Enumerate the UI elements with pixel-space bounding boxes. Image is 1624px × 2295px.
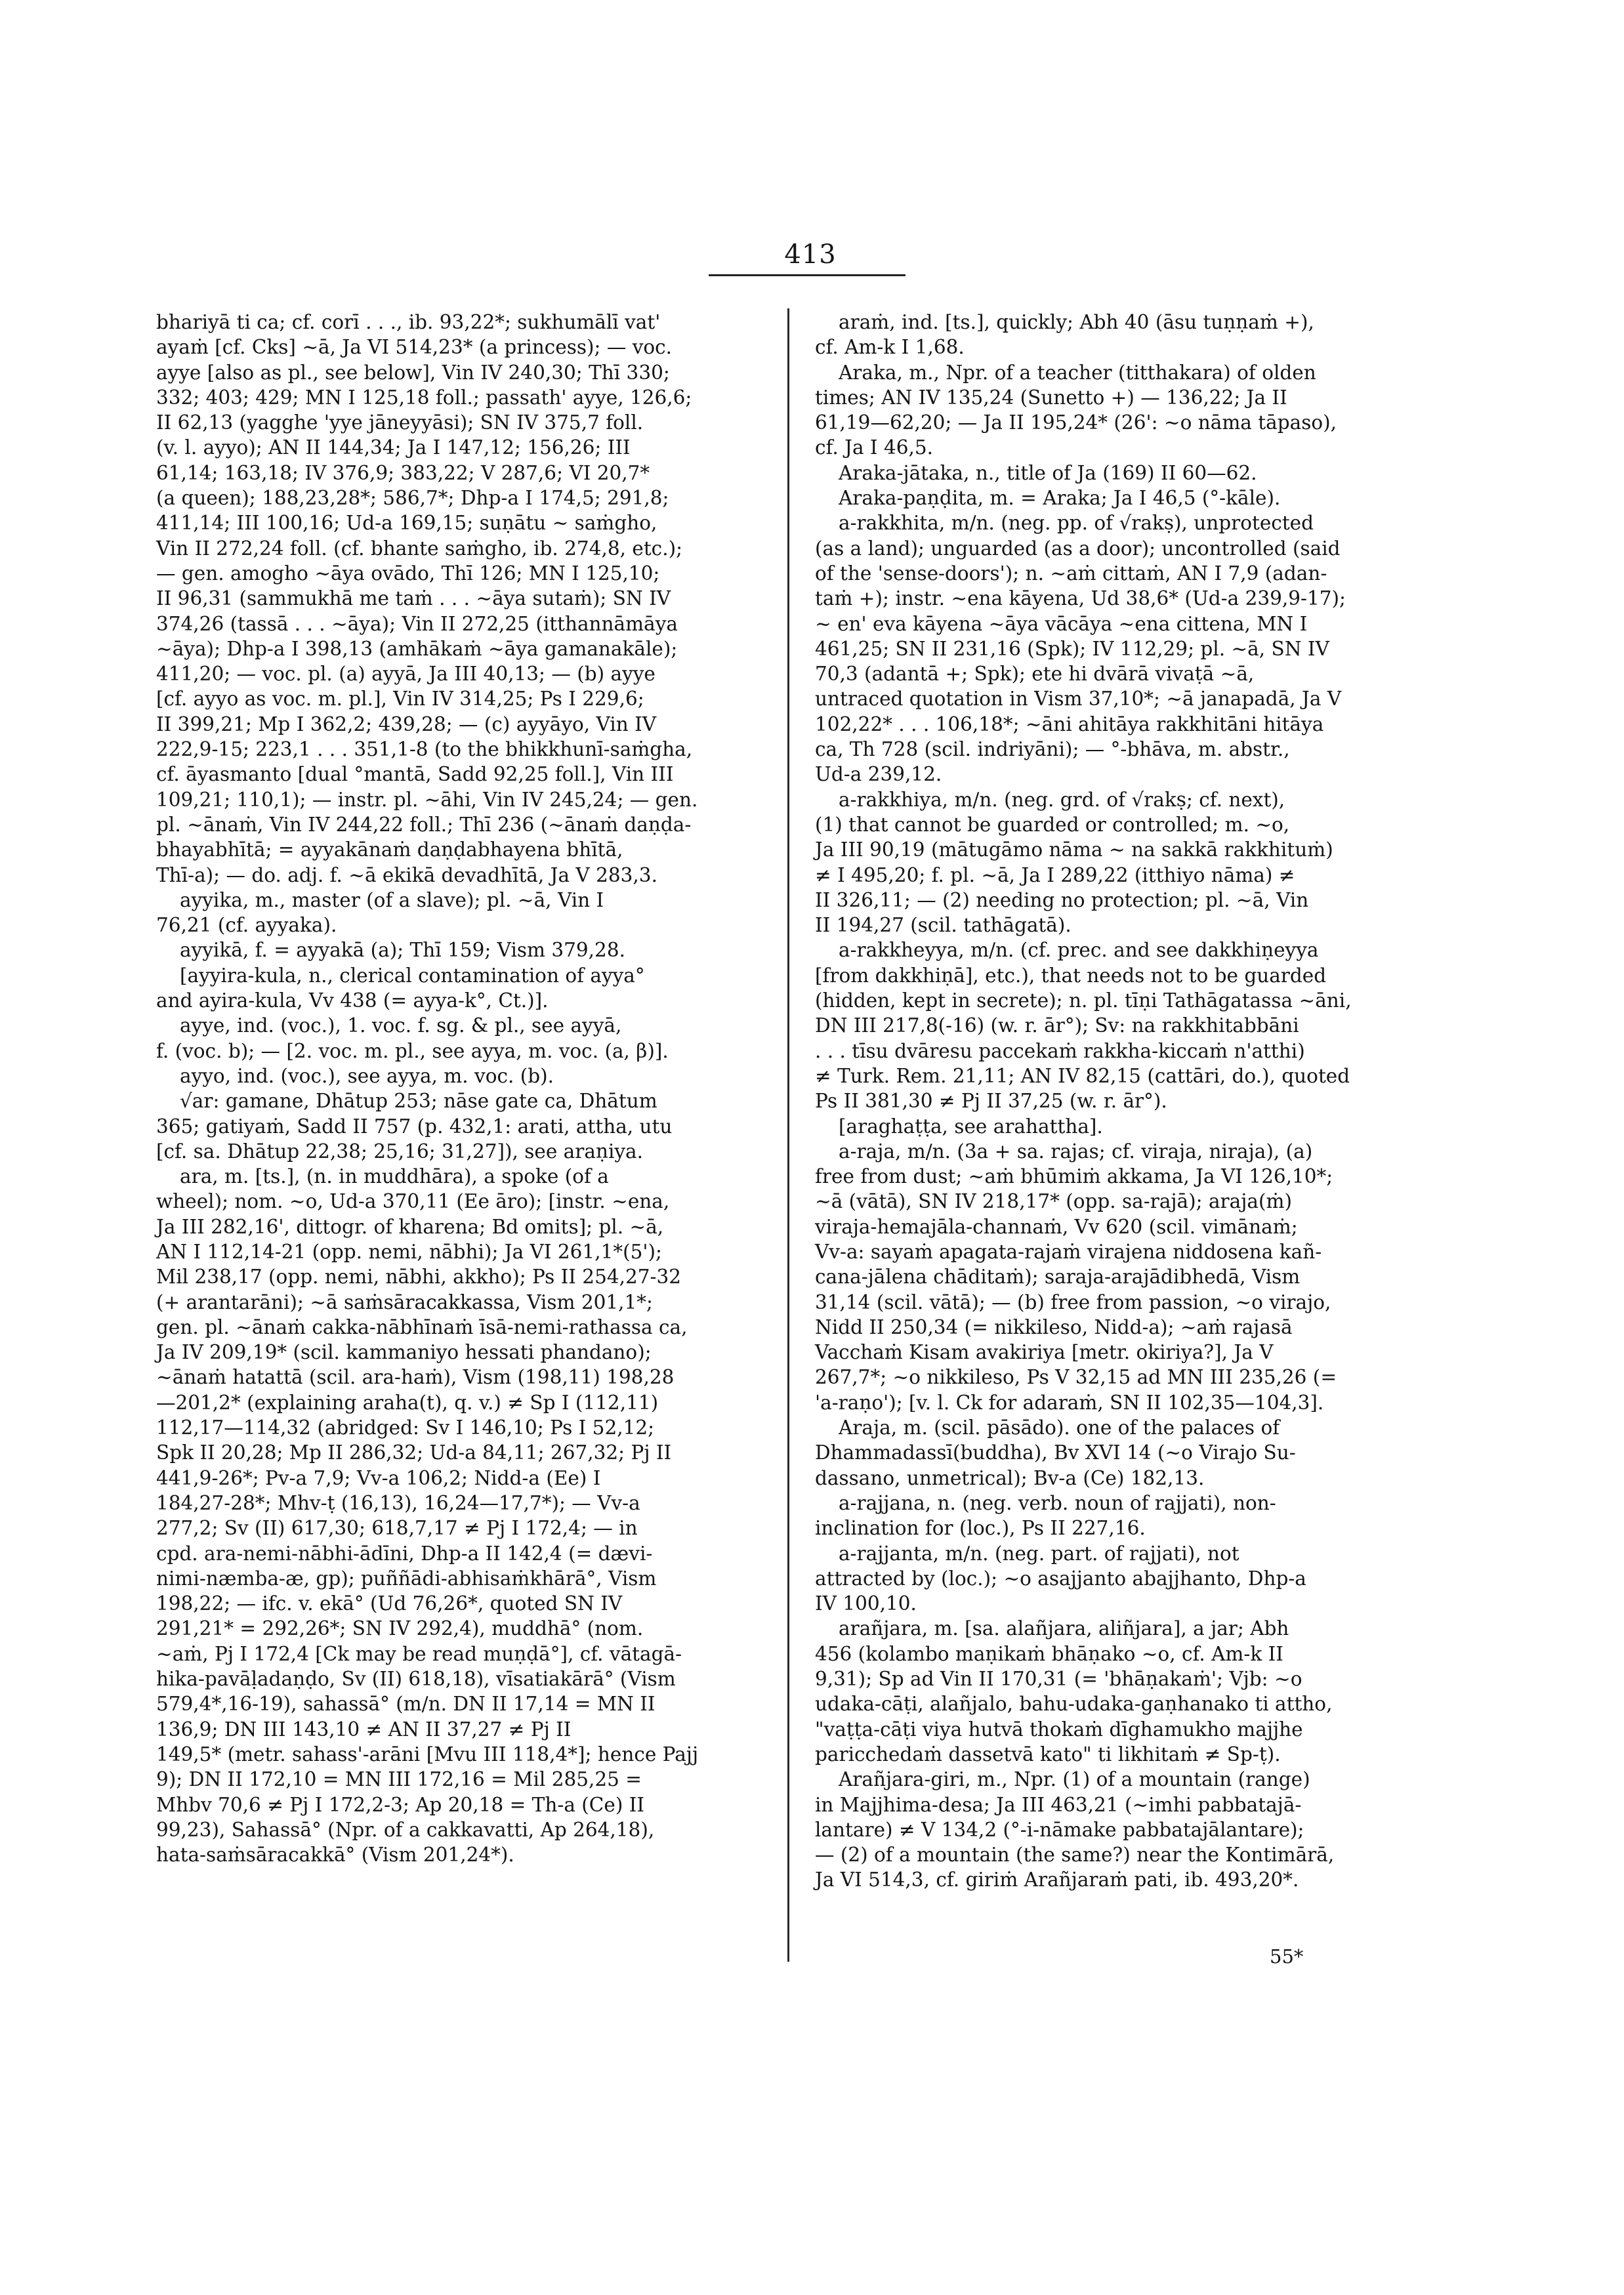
entry-text-line: 109,21; 110,1); — instr. pl. ~āhi, Vin IV 245,24; — gen. bbox=[156, 788, 698, 811]
entry-headword-line: ayyo, ind. (voc.), see ayya, m. voc. (b). bbox=[180, 1064, 554, 1087]
entry-text-line: ayaṁ [cf. Cks] ~ā, Ja VI 514,23* (a princess); — voc. bbox=[156, 336, 673, 359]
entry-text-line: Dhammadassī(buddha), Bv XVI 14 (~o Virajo Su- bbox=[815, 1441, 1296, 1464]
left-column bbox=[156, 310, 753, 1867]
entry-text-line: ~ānaṁ hatattā (scil. ara-haṁ), Vism (198,11) 198,28 bbox=[156, 1366, 675, 1389]
entry-text-line: (a queen); 188,23,28*; 586,7*; Dhp-a I 174,5; 291,8; bbox=[156, 487, 669, 510]
entry-text-line: 277,2; Sv (II) 617,30; 618,7,17 ≠ Pj I 172,4; — in bbox=[156, 1517, 638, 1540]
entry-headword-line: a-rajjanta, m/n. (neg. part. of rajjati), not bbox=[839, 1542, 1239, 1565]
entry-text-line: 579,4*,16-19), sahassā° (m/n. DN II 17,14 = MN II bbox=[156, 1693, 656, 1716]
entry-text-line: udaka-cāṭi, alañjalo, bahu-udaka-gaṇhanako ti attho, bbox=[815, 1693, 1333, 1716]
entry-headword-line: arañjara, m. [sa. alañjara, aliñjara], a jar; Abh bbox=[839, 1617, 1289, 1640]
entry-headword-line: ayyika, m., master (of a slave); pl. ~ā, Vin I bbox=[180, 888, 604, 911]
entry-text-line: ≠ I 495,20; f. pl. ~ā, Ja I 289,22 (itthiyo nāma) ≠ bbox=[815, 863, 1295, 886]
entry-headword-line: a-rakkheyya, m/n. (cf. prec. and see dakkhiṇeyya bbox=[839, 939, 1319, 962]
entry-text-line: Vv-a: sayaṁ apagata-rajaṁ virajena niddosena kañ- bbox=[815, 1240, 1322, 1263]
entry-text-line: ayye [also as pl., see below], Vin IV 240,30; Thī 330; bbox=[156, 361, 670, 384]
entry-text-line: inclination for (loc.), Ps II 227,16. bbox=[815, 1517, 1146, 1540]
entry-headword-line: a-raja, m/n. (3a + sa. rajas; cf. viraja, niraja), (a) bbox=[839, 1140, 1313, 1163]
entry-text-line: taṁ +); instr. ~ena kāyena, Ud 38,6* (Ud-a 239,9-17); bbox=[815, 587, 1346, 610]
entry-text-line: 112,17—114,32 (abridged: Sv I 146,10; Ps I 52,12; bbox=[156, 1416, 655, 1439]
entry-text-line: Ja III 282,16', dittogr. of kharena; Bd omits]; pl. ~ā, bbox=[156, 1215, 664, 1238]
entry-text-line: paricchedaṁ dassetvā kato" ti likhitaṁ ≠ Sp-ṭ). bbox=[815, 1743, 1281, 1766]
entry-text-line: 61,14; 163,18; IV 376,9; 383,22; V 287,6; VI 20,7* bbox=[156, 461, 650, 484]
entry-headword-line: [araghaṭṭa, see arahattha]. bbox=[839, 1115, 1103, 1138]
entry-text-line: 222,9-15; 223,1 . . . 351,1-8 (to the bhikkhunī-saṁgha, bbox=[156, 738, 693, 761]
entry-text-line: 9,31); Sp ad Vin II 170,31 (= 'bhāṇakaṁ'; Vjb: ~o bbox=[815, 1668, 1302, 1691]
entry-text-line: Nidd II 250,34 (= nikkileso, Nidd-a); ~aṁ rajasā bbox=[815, 1315, 1293, 1338]
right-column bbox=[815, 310, 1471, 1893]
entry-headword-line: ara, m. [ts.], (n. in muddhāra), a spoke (of a bbox=[180, 1165, 609, 1188]
entry-text-line: 441,9-26*; Pv-a 7,9; Vv-a 106,2; Nidd-a (Ee) I bbox=[156, 1466, 601, 1489]
entry-text-line: and ayira-kula, Vv 438 (= ayya-k°, Ct.)]. bbox=[156, 989, 549, 1012]
entry-text-line: II 399,21; Mp I 362,2; 439,28; — (c) ayyāyo, Vin IV bbox=[156, 713, 657, 735]
entry-text-line: 411,20; — voc. pl. (a) ayyā, Ja III 40,13; — (b) ayye bbox=[156, 663, 656, 686]
entry-text-line: 365; gatiyaṁ, Sadd II 757 (p. 432,1: arati, attha, utu bbox=[156, 1115, 673, 1138]
entry-headword-line: Araka, m., Npr. of a teacher (titthakara) of olden bbox=[839, 361, 1316, 384]
entry-text-line: 31,14 (scil. vātā); — (b) free from passion, ~o virajo, bbox=[815, 1291, 1331, 1313]
entry-text-line: DN III 217,8(-16) (w. r. ār°); Sv: na rakkhitabbāni bbox=[815, 1014, 1299, 1037]
page-number-rule bbox=[709, 274, 906, 276]
entry-text-line: Ud-a 239,12. bbox=[815, 763, 942, 786]
entry-text-line: Vacchaṁ Kisam avakiriya [metr. okiriya?], Ja V bbox=[815, 1341, 1274, 1364]
entry-text-line: 411,14; III 100,16; Ud-a 169,15; suṇātu ~ saṁgho, bbox=[156, 512, 657, 535]
entry-text-line: IV 100,10. bbox=[815, 1592, 917, 1615]
entry-text-line: ca, Th 728 (scil. indriyāni); — °-bhāva, m. abstr., bbox=[815, 738, 1290, 761]
entry-text-line: 99,23), Sahassā° (Npr. of a cakkavatti, Ap 264,18), bbox=[156, 1818, 655, 1841]
entry-headword-line: √ar: gamane, Dhātup 253; nāse gate ca, Dhātum bbox=[180, 1090, 657, 1113]
entry-text-line: (1) that cannot be guarded or controlled; m. ~o, bbox=[815, 813, 1290, 836]
entry-text-line: Ja VI 514,3, cf. giriṁ Arañjaraṁ pati, ib. 493,20*. bbox=[815, 1869, 1299, 1892]
entry-text-line: 136,9; DN III 143,10 ≠ AN II 37,27 ≠ Pj II bbox=[156, 1718, 572, 1741]
entry-text-line: 461,25; SN II 231,16 (Spk); IV 112,29; pl. ~ā, SN IV bbox=[815, 637, 1329, 660]
entry-text-line: cf. āyasmanto [dual °mantā, Sadd 92,25 foll.], Vin III bbox=[156, 763, 674, 786]
entry-text-line: Spk II 20,28; Mp II 286,32; Ud-a 84,11; 267,32; Pj II bbox=[156, 1441, 672, 1464]
entry-text-line: 9); DN II 172,10 = MN III 172,16 = Mil 285,25 = bbox=[156, 1768, 642, 1791]
entry-text-line: . . . tīsu dvāresu paccekaṁ rakkha-kiccaṁ n'atthi) bbox=[815, 1039, 1305, 1062]
entry-text-line: bhariyā ti ca; cf. corī . . ., ib. 93,22*; sukhumālī vat' bbox=[156, 311, 661, 333]
entry-text-line: 'a-raṇo'); [v. l. Ck for adaraṁ, SN II 102,35—104,3]. bbox=[815, 1391, 1324, 1414]
entry-text-line: Mhbv 70,6 ≠ Pj I 172,2-3; Ap 20,18 = Th-a (Ce) II bbox=[156, 1793, 645, 1816]
entry-text-line: AN I 112,14-21 (opp. nemi, nābhi); Ja VI 261,1*(5'); bbox=[156, 1240, 662, 1263]
entry-headword-line: a-rakkhiya, m/n. (neg. grd. of √rakṣ; cf. next), bbox=[839, 788, 1285, 811]
entry-headword-line: Araka-paṇḍita, m. = Araka; Ja I 46,5 (°-kāle). bbox=[839, 487, 1281, 510]
entry-text-line: f. (voc. b); — [2. voc. m. pl., see ayya, m. voc. (a, β)]. bbox=[156, 1039, 669, 1062]
entry-text-line: ~ en' eva kāyena ~āya vācāya ~ena cittena, MN I bbox=[815, 612, 1308, 635]
entry-text-line: 149,5* (metr. sahass'-arāni [Mvu III 118,4*]; hence Pajj bbox=[156, 1743, 699, 1766]
entry-text-line: 332; 403; 429; MN I 125,18 foll.; passath' ayye, 126,6; bbox=[156, 386, 692, 409]
entry-text-line: (v. l. ayyo); AN II 144,34; Ja I 147,12; 156,26; III bbox=[156, 436, 631, 459]
entry-headword-line: ayyikā, f. = ayyakā (a); Thī 159; Vism 379,28. bbox=[180, 939, 625, 962]
entry-text-line: 70,3 (adantā +; Spk); ete hi dvārā vivaṭā ~ā, bbox=[815, 663, 1255, 686]
entry-text-line: (as a land); unguarded (as a door); uncontrolled (said bbox=[815, 537, 1341, 560]
entry-text-line: 291,21* = 292,26*; SN IV 292,4), muddhā° (nom. bbox=[156, 1617, 644, 1640]
entry-text-line: 267,7*; ~o nikkileso, Ps V 32,15 ad MN III 235,26 (= bbox=[815, 1366, 1337, 1389]
entry-text-line: Vin II 272,24 foll. (cf. bhante saṁgho, ib. 274,8, etc.); bbox=[156, 537, 683, 560]
entry-text-line: in Majjhima-desa; Ja III 463,21 (~imhi pabbatajā- bbox=[815, 1793, 1302, 1816]
entry-text-line: [cf. ayyo as voc. m. pl.], Vin IV 314,25; Ps I 229,6; bbox=[156, 688, 644, 711]
entry-text-line: cf. Ja I 46,5. bbox=[815, 436, 934, 459]
entry-headword-line: Araja, m. (scil. pāsādo). one of the palaces of bbox=[839, 1416, 1280, 1439]
entry-text-line: cpd. ara-nemi-nābhi-ādīni, Dhp-a II 142,4 (= dævi- bbox=[156, 1542, 653, 1565]
entry-text-line: II 194,27 (scil. tathāgatā). bbox=[815, 914, 1072, 937]
entry-text-line: attracted by (loc.); ~o asajjanto abajjhanto, Dhp-a bbox=[815, 1567, 1306, 1590]
entry-headword-line: Araka-jātaka, n., title of Ja (169) II 60—62. bbox=[839, 461, 1257, 484]
entry-text-line: 184,27-28*; Mhv-ṭ (16,13), 16,24—17,7*); — Vv-a bbox=[156, 1491, 640, 1514]
entry-text-line: pl. ~ānaṁ, Vin IV 244,22 foll.; Thī 236 (~ānaṁ daṇḍa- bbox=[156, 813, 692, 836]
page-number: 413 bbox=[784, 239, 837, 270]
entry-text-line: 456 (kolambo maṇikaṁ bhāṇako ~o, cf. Am-k II bbox=[815, 1642, 1283, 1665]
entry-text-line: 61,19—62,20; — Ja II 195,24* (26': ~o nāma tāpaso), bbox=[815, 411, 1337, 434]
entry-text-line: Ja III 90,19 (mātugāmo nāma ~ na sakkā rakkhituṁ) bbox=[815, 838, 1333, 861]
entry-headword-line: [ayyira-kula, n., clerical contamination of ayya° bbox=[180, 964, 645, 987]
entry-text-line: viraja-hemajāla-channaṁ, Vv 620 (scil. vimānaṁ; bbox=[815, 1215, 1298, 1238]
entry-text-line: —201,2* (explaining araha(t), q. v.) ≠ Sp I (112,11) bbox=[156, 1391, 659, 1414]
entry-text-line: cana-jālena chāditaṁ); saraja-arajādibhedā, Vism bbox=[815, 1266, 1301, 1289]
entry-text-line: lantare) ≠ V 134,2 (°-i-nāmake pabbatajālantare); bbox=[815, 1818, 1304, 1841]
column-divider bbox=[787, 308, 789, 1962]
printer-signature: 55* bbox=[1270, 1945, 1304, 1968]
entry-text-line: times; AN IV 135,24 (Sunetto +) — 136,22; Ja II bbox=[815, 386, 1287, 409]
entry-text-line: dassano, unmetrical); Bv-a (Ce) 182,13. bbox=[815, 1466, 1205, 1489]
entry-text-line: (hidden, kept in secrete); n. pl. tīṇi Tathāgatassa ~āni, bbox=[815, 989, 1352, 1012]
entry-text-line: II 96,31 (sammukhā me taṁ . . . ~āya sutaṁ); SN IV bbox=[156, 587, 671, 610]
entry-text-line: [cf. sa. Dhātup 22,38; 25,16; 31,27]), see araṇiya. bbox=[156, 1140, 644, 1163]
entry-text-line: bhayabhītā; = ayyakānaṁ daṇḍabhayena bhītā, bbox=[156, 838, 623, 861]
entry-text-line: ≠ Turk. Rem. 21,11; AN IV 82,15 (cattāri, do.), quoted bbox=[815, 1064, 1350, 1087]
entry-text-line: gen. pl. ~ānaṁ cakka-nābhīnaṁ īsā-nemi-rathassa ca, bbox=[156, 1315, 688, 1338]
entry-headword-line: a-rakkhita, m/n. (neg. pp. of √rakṣ), unprotected bbox=[839, 512, 1314, 535]
entry-text-line: 76,21 (cf. ayyaka). bbox=[156, 914, 337, 937]
entry-text-line: Ps II 381,30 ≠ Pj II 37,25 (w. r. ār°). bbox=[815, 1090, 1167, 1113]
entry-text-line: 198,22; — ifc. v. ekā° (Ud 76,26*, quoted SN IV bbox=[156, 1592, 623, 1615]
entry-text-line: free from dust; ~aṁ bhūmiṁ akkama, Ja VI 126,10*; bbox=[815, 1165, 1333, 1188]
entry-text-line: 374,26 (tassā . . . ~āya); Vin II 272,25 (itthannāmāya bbox=[156, 612, 678, 635]
entry-text-line: (+ arantarāni); ~ā saṁsāracakkassa, Vism 201,1*; bbox=[156, 1291, 653, 1313]
entry-text-line: — gen. amogho ~āya ovādo, Thī 126; MN I 125,10; bbox=[156, 562, 660, 585]
entry-text-line: wheel); nom. ~o, Ud-a 370,11 (Ee āro); [instr. ~ena, bbox=[156, 1190, 670, 1213]
entry-headword-line: ayye, ind. (voc.), 1. voc. f. sg. & pl., see ayyā, bbox=[180, 1014, 622, 1037]
entry-text-line: ~āya); Dhp-a I 398,13 (amhākaṁ ~āya gamanakāle); bbox=[156, 637, 678, 660]
entry-text-line: nimi-næmba-æ, gp); puññādi-abhisaṁkhārā°, Vism bbox=[156, 1567, 657, 1590]
entry-headword-line: Arañjara-giri, m., Npr. (1) of a mountain (range) bbox=[839, 1768, 1310, 1791]
entry-text-line: "vaṭṭa-cāṭi viya hutvā thokaṁ dīghamukho majjhe bbox=[815, 1718, 1303, 1741]
entry-text-line: hika-pavāḷadaṇḍo, Sv (II) 618,18), vīsatiakārā° (Vism bbox=[156, 1668, 676, 1691]
entry-text-line: — (2) of a mountain (the same?) near the Kontimārā, bbox=[815, 1844, 1335, 1867]
entry-text-line: ~aṁ, Pj I 172,4 [Ck may be read muṇḍā°], cf. vātagā- bbox=[156, 1642, 682, 1665]
entry-text-line: Ja IV 209,19* (scil. kammaniyo hessati phandano); bbox=[156, 1341, 652, 1364]
entry-text-line: of the 'sense-doors'); n. ~aṁ cittaṁ, AN I 7,9 (adan- bbox=[815, 562, 1327, 585]
entry-text-line: cf. Am-k I 1,68. bbox=[815, 336, 965, 359]
entry-text-line: 102,22* . . . 106,18*; ~āni ahitāya rakkhitāni hitāya bbox=[815, 713, 1324, 735]
entry-text-line: Thī-a); — do. adj. f. ~ā ekikā devadhītā, Ja V 283,3. bbox=[156, 863, 657, 886]
entry-headword-line: araṁ, ind. [ts.], quickly; Abh 40 (āsu tuṇṇaṁ +), bbox=[839, 311, 1314, 333]
entry-text-line: untraced quotation in Vism 37,10*; ~ā janapadā, Ja V bbox=[815, 688, 1342, 711]
entry-text-line: II 62,13 (yagghe 'yye jāneyyāsi); SN IV 375,7 foll. bbox=[156, 411, 644, 434]
entry-text-line: hata-saṁsāracakkā° (Vism 201,24*). bbox=[156, 1844, 514, 1867]
entry-text-line: [from dakkhiṇā], etc.), that needs not to be guarded bbox=[815, 964, 1327, 987]
entry-text-line: Mil 238,17 (opp. nemi, nābhi, akkho); Ps II 254,27-32 bbox=[156, 1266, 682, 1289]
entry-text-line: II 326,11; — (2) needing no protection; pl. ~ā, Vin bbox=[815, 888, 1309, 911]
entry-text-line: ~ā (vātā), SN IV 218,17* (opp. sa-rajā); araja(ṁ) bbox=[815, 1190, 1292, 1213]
entry-headword-line: a-rajjana, n. (neg. verb. noun of rajjati), non- bbox=[839, 1491, 1276, 1514]
